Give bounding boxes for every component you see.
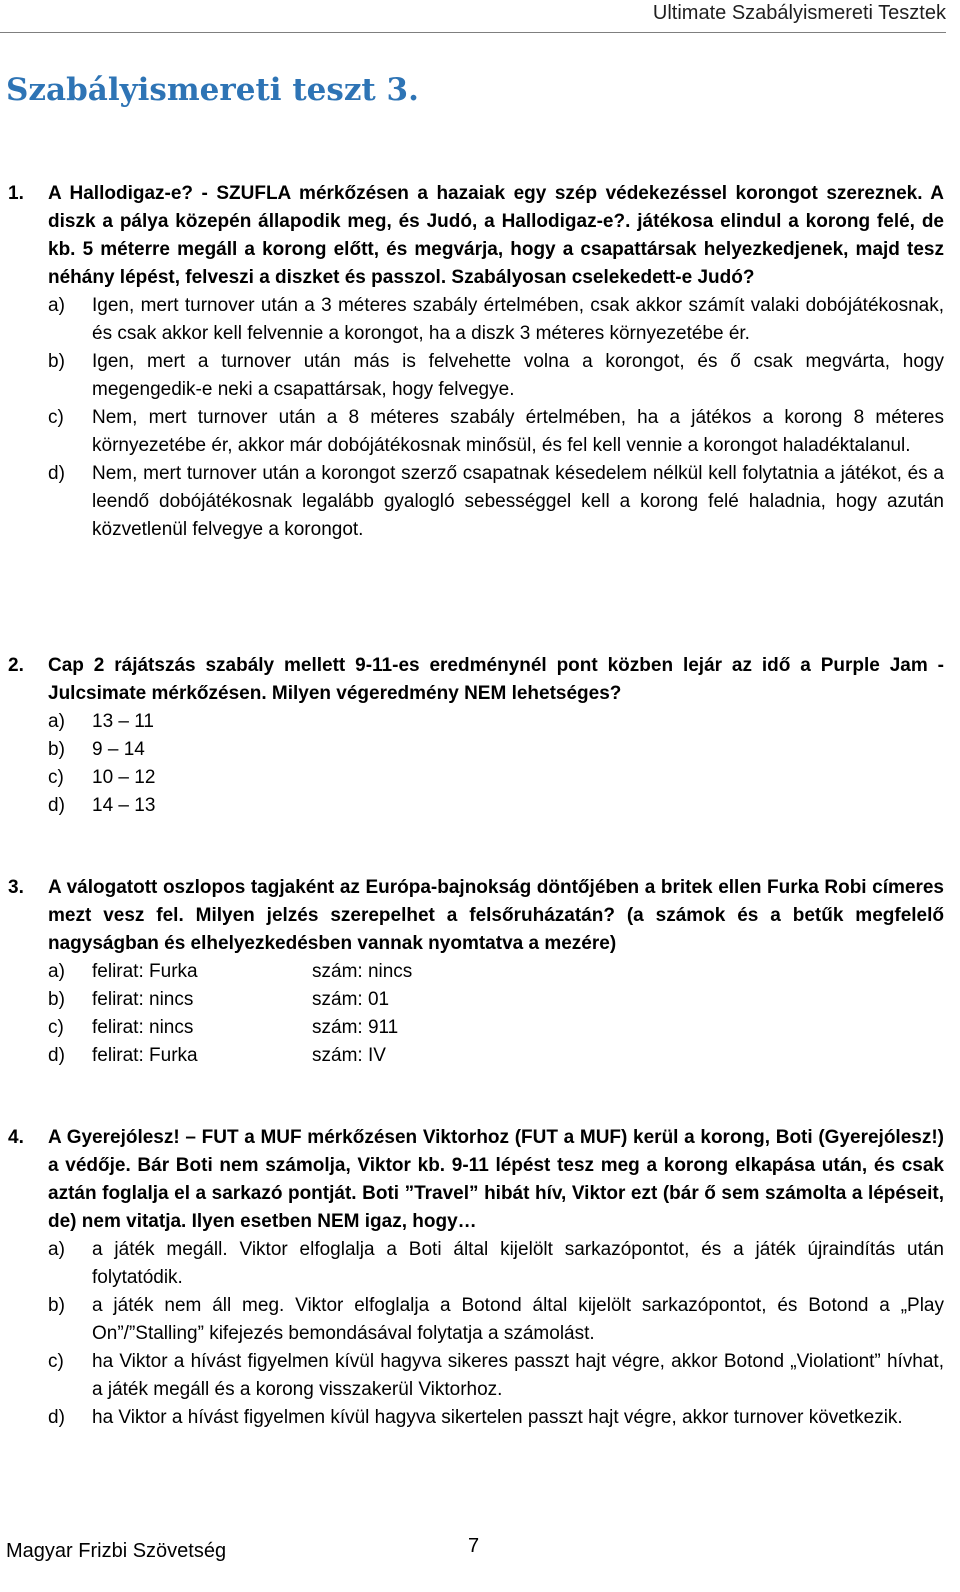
footer-organization: Magyar Frizbi Szövetség <box>6 1540 227 1562</box>
question-number: 4. <box>8 1127 24 1148</box>
option-text: 14 – 13 <box>92 795 156 816</box>
option-text: ha Viktor a hívást figyelmen kívül hagyva sikertelen passzt hajt végre, akkor turnover következik. <box>92 1407 903 1428</box>
option-letter: b) <box>48 989 65 1010</box>
answer-option-b <box>8 1292 944 1348</box>
option-number: szám: 911 <box>312 1017 399 1038</box>
question-3 <box>8 874 944 1070</box>
running-header-title: Ultimate Szabályismereti Tesztek <box>652 2 946 24</box>
option-text: Nem, mert turnover után a 8 méteres szabály értelmében, ha a játékos a korong 8 méteres környezetébe ér, akkor már dobójátékosnak minősül, és fel kell vennie a korongot haladéktalanul. <box>92 407 944 456</box>
question-1 <box>8 180 944 544</box>
option-letter: d) <box>48 1407 65 1428</box>
option-text: 9 – 14 <box>92 739 145 760</box>
answer-option-c <box>8 764 944 792</box>
option-letter: c) <box>48 767 64 788</box>
option-letter: d) <box>48 463 65 484</box>
option-letter: a) <box>48 1239 65 1260</box>
option-text: Igen, mert a turnover után más is felvehette volna a korongot, és ő csak megvárta, hogy megengedik-e neki a csapattársak, hogy felvegye. <box>92 351 944 400</box>
option-number: szám: 01 <box>312 989 390 1010</box>
option-letter: d) <box>48 795 65 816</box>
question-text: A válogatott oszlopos tagjaként az Európa-bajnokság döntőjében a britek ellen Furka Robi címeres mezt vesz fel. Milyen jelzés szerepelhet a felsőruházatán? (a számok és a betűk megfelelő nagyságban és elhelyezkedésben vannak nyomtatva a mezére) <box>48 877 944 954</box>
option-label: felirat: Furka <box>92 961 198 982</box>
answer-option-d <box>8 460 944 544</box>
answer-option-c <box>8 1348 944 1404</box>
answer-options <box>8 1236 944 1432</box>
option-number: szám: nincs <box>312 961 413 982</box>
option-text: Nem, mert turnover után a korongot szerző csapatnak késedelem nélkül kell folytatnia a játékot, és a leendő dobójátékosnak legalább gyalogló sebességgel kell a korong felé haladnia, hogy azután közvetlenül felvegye a korongot. <box>92 463 944 540</box>
option-label: felirat: nincs <box>92 989 194 1010</box>
page-number: 7 <box>468 1535 480 1557</box>
answer-option-a <box>8 958 944 986</box>
option-text: a játék megáll. Viktor elfoglalja a Boti által kijelölt sarkazópontot, és a játék újraindítás után folytatódik. <box>92 1239 944 1288</box>
question-text: A Gyerejólesz! – FUT a MUF mérkőzésen Viktorhoz (FUT a MUF) kerül a korong, Boti (Gyerejólesz!) a védője. Bár Boti nem számolja, Viktor kb. 9-11 lépést tesz meg a korong elkapása után, és csak aztán foglalja el a sarkazó pontját. Boti ”Travel” hibát hív, Viktor ezt (bár ő sem számolta a lépéseit, de) nem vitatja. Ilyen esetben NEM igaz, hogy… <box>48 1127 944 1232</box>
answer-option-a <box>8 1236 944 1292</box>
option-letter: a) <box>48 961 65 982</box>
option-text: 13 – 11 <box>92 711 154 732</box>
option-letter: a) <box>48 711 65 732</box>
question-number: 3. <box>8 877 24 898</box>
question-text: Cap 2 rájátszás szabály mellett 9-11-es eredménynél pont közben lejár az idő a Purple Jam - Julcsimate mérkőzésen. Milyen végeredmény NEM lehetséges? <box>48 655 944 704</box>
question-number: 1. <box>8 183 24 204</box>
answer-options <box>8 292 944 544</box>
option-letter: c) <box>48 1351 64 1372</box>
header-divider <box>0 32 946 33</box>
option-label: felirat: nincs <box>92 1017 194 1038</box>
answer-option-b <box>8 986 944 1014</box>
option-letter: c) <box>48 1017 64 1038</box>
option-letter: b) <box>48 1295 65 1316</box>
document-title: Szabályismereti teszt 3. <box>6 72 419 108</box>
question-number: 2. <box>8 655 24 676</box>
answer-option-c <box>8 404 944 460</box>
option-text: 10 – 12 <box>92 767 156 788</box>
answer-option-c <box>8 1014 944 1042</box>
answer-option-b <box>8 348 944 404</box>
answer-option-d <box>8 792 944 820</box>
option-letter: c) <box>48 407 64 428</box>
question-2 <box>8 652 944 820</box>
option-number: szám: IV <box>312 1045 386 1066</box>
answer-options <box>8 958 944 1070</box>
answer-option-d <box>8 1042 944 1070</box>
answer-option-a <box>8 292 944 348</box>
answer-option-b <box>8 736 944 764</box>
option-label: felirat: Furka <box>92 1045 198 1066</box>
question-text: A Hallodigaz-e? - SZUFLA mérkőzésen a hazaiak egy szép védekezéssel korongot szereznek. A diszk a pálya közepén állapodik meg, és Judó, a Hallodigaz-e?. játékosa elindul a korong felé, de kb. 5 méterre megáll a korong előtt, és megvárja, hogy a csapattársak helyezkedjenek, majd tesz néhány lépést, felveszi a diszket és passzol. Szabályosan cselekedett-e Judó? <box>48 183 944 288</box>
option-text: a játék nem áll meg. Viktor elfoglalja a Botond által kijelölt sarkazópontot, és Botond a „Play On”/”Stalling” kifejezés bemondásával folytatja a számolást. <box>92 1295 944 1344</box>
option-letter: a) <box>48 295 65 316</box>
option-text: Igen, mert turnover után a 3 méteres szabály értelmében, csak akkor számít valaki dobójátékosnak, és csak akkor kell felvennie a korongot, ha a diszk 3 méteres környezetébe ér. <box>92 295 944 344</box>
question-4 <box>8 1124 944 1432</box>
answer-options <box>8 708 944 820</box>
option-letter: b) <box>48 739 65 760</box>
answer-option-d <box>8 1404 944 1432</box>
option-letter: b) <box>48 351 65 372</box>
option-text: ha Viktor a hívást figyelmen kívül hagyva sikeres passzt hajt végre, akkor Botond „Violationt” hívhat, a játék megáll és a korong visszakerül Viktorhoz. <box>92 1351 944 1400</box>
option-letter: d) <box>48 1045 65 1066</box>
answer-option-a <box>8 708 944 736</box>
